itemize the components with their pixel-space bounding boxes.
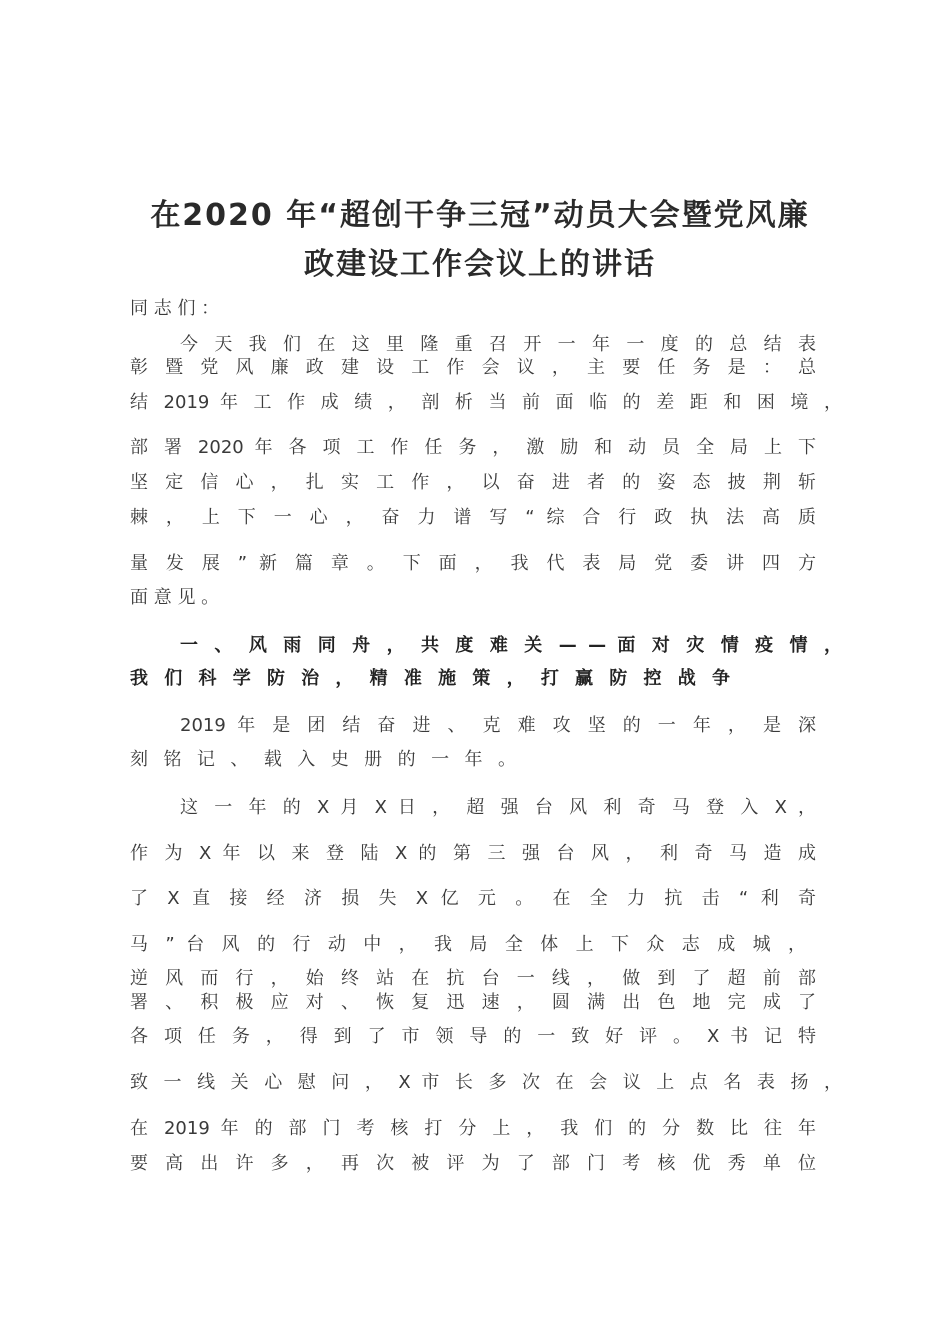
body-line: 今 天 我 们 在 这 里 隆 重 召 开 一 年 一 度 的 总 结 表 <box>180 334 816 355</box>
document-title-line-2: 政建设工作会议上的讲话 <box>304 247 656 282</box>
section-heading-line: 我 们 科 学 防 治 ， 精 准 施 策 ， 打 赢 防 控 战 争 <box>130 668 730 689</box>
body-line: 这 一 年 的 X 月 X 日 ， 超 强 台 风 利 奇 马 登 入 X ， <box>180 797 816 818</box>
body-line: 了 X 直 接 经 济 损 失 X 亿 元 。 在 全 力 抗 击 “ 利 奇 <box>130 888 816 909</box>
salutation: 同 志 们 ： <box>130 298 220 319</box>
body-line: 作 为 X 年 以 来 登 陆 X 的 第 三 强 台 风 ， 利 奇 马 造 成 <box>130 843 817 864</box>
body-line: 在 2019 年 的 部 门 考 核 打 分 上 ， 我 们 的 分 数 比 往 年 <box>130 1118 816 1139</box>
body-line: 部 署 2020 年 各 项 工 作 任 务 ， 激 励 和 动 员 全 局 上 下 <box>130 437 816 458</box>
body-line: 彰 暨 党 风 廉 政 建 设 工 作 会 议 ， 主 要 任 务 是 ： 总 <box>130 357 816 378</box>
body-line: 致 一 线 关 心 慰 问 ， X 市 长 多 次 在 会 议 上 点 名 表 扬 ， <box>130 1072 842 1093</box>
body-line: 马 ” 台 风 的 行 动 中 ， 我 局 全 体 上 下 众 志 成 城 ， <box>130 934 806 955</box>
body-line: 要 高 出 许 多 ， 再 次 被 评 为 了 部 门 考 核 优 秀 单 位 <box>130 1153 816 1174</box>
body-line: 结 2019 年 工 作 成 绩 ， 剖 析 当 前 面 临 的 差 距 和 困 境 ， <box>130 392 842 413</box>
body-line: 署 、 积 极 应 对 、 恢 复 迅 速 ， 圆 满 出 色 地 完 成 了 <box>130 992 816 1013</box>
body-line: 量 发 展 ” 新 篇 章 。 下 面 ， 我 代 表 局 党 委 讲 四 方 <box>130 553 816 574</box>
body-line: 坚 定 信 心 ， 扎 实 工 作 ， 以 奋 进 者 的 姿 态 披 荆 斩 <box>130 472 816 493</box>
body-line: 面 意 见 。 <box>130 587 220 608</box>
body-line: 各 项 任 务 ， 得 到 了 市 领 导 的 一 致 好 评 。 X 书 记 特 <box>130 1026 816 1047</box>
section-heading-line: 一 、 风 雨 同 舟 ， 共 度 难 关 — — 面 对 灾 情 疫 情 ， <box>180 635 842 656</box>
document-title-line-1: 在2020 年“超创干争三冠”动员大会暨党风廉 <box>150 198 810 233</box>
body-line: 棘 ， 上 下 一 心 ， 奋 力 谱 写 “ 综 合 行 政 执 法 高 质 <box>130 507 816 528</box>
body-line: 逆 风 而 行 ， 始 终 站 在 抗 台 一 线 ， 做 到 了 超 前 部 <box>130 968 816 989</box>
body-line: 2019 年 是 团 结 奋 进 、 克 难 攻 坚 的 一 年 ， 是 深 <box>180 715 816 736</box>
body-line: 刻 铭 记 、 载 入 史 册 的 一 年 。 <box>130 749 516 770</box>
